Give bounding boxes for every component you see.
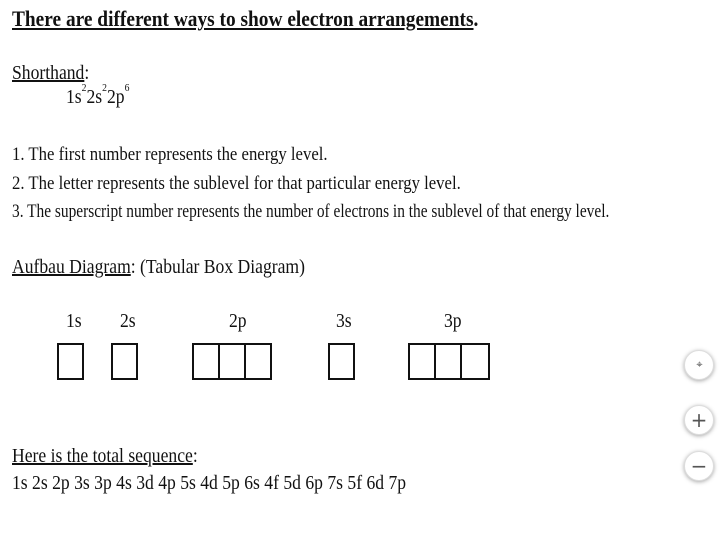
zoom-out-icon: − — [690, 454, 708, 478]
orbital-label-2s: 2s — [120, 310, 136, 332]
rule-3: 3. The superscript number represents the number of electrons in the sublevel of that energy level. — [12, 201, 610, 222]
fit-page-icon: ⌖ — [696, 358, 702, 371]
formula-part — [66, 82, 87, 108]
orbital-box-3p — [408, 343, 436, 380]
sequence-heading — [12, 445, 198, 468]
shorthand-heading-text: Shorthand — [12, 62, 85, 84]
orbital-box-3s — [328, 343, 355, 380]
aufbau-heading-text: Aufbau Diagram — [12, 256, 131, 278]
orbital-box-3p — [434, 343, 462, 380]
shorthand-heading — [12, 62, 89, 85]
shorthand-colon: : — [84, 62, 90, 84]
formula-part — [86, 82, 108, 108]
formula-sup: 2 — [81, 82, 87, 94]
sequence-heading-text: Here is the total sequence — [12, 445, 193, 467]
rule-1: 1. The first number represents the energy level. — [12, 144, 328, 165]
aufbau-heading — [12, 256, 305, 279]
sequence-text: 1s 2s 2p 3s 3p 4s 3d 4p 5s 4d 5p 6s 4f 5d 6p 7s 5f 6d 7p — [12, 472, 407, 494]
sequence-colon: : — [192, 445, 198, 467]
title-period: . — [473, 6, 479, 31]
orbital-label-2p: 2p — [229, 310, 247, 332]
orbital-box-2s — [111, 343, 138, 380]
zoom-in-button[interactable] — [684, 405, 714, 435]
formula-base: 1s — [66, 86, 82, 108]
formula-part — [107, 82, 130, 108]
formula-sup: 6 — [124, 82, 130, 94]
orbital-label-3s: 3s — [336, 310, 352, 332]
formula-base: 2p — [107, 86, 125, 108]
orbital-label-3p: 3p — [444, 310, 462, 332]
zoom-out-button[interactable] — [684, 451, 714, 481]
formula-base: 2s — [86, 86, 103, 108]
aufbau-subtitle: : (Tabular Box Diagram) — [130, 256, 305, 278]
rule-2: 2. The letter represents the sublevel for that particular energy level. — [12, 173, 461, 194]
orbital-box-1s — [57, 343, 84, 380]
orbital-box-2p — [244, 343, 272, 380]
orbital-box-2p — [218, 343, 246, 380]
zoom-in-icon: + — [690, 408, 708, 432]
formula-sup: 2 — [102, 82, 108, 94]
orbital-box-2p — [192, 343, 220, 380]
title-text: There are different ways to show electron arrangements — [12, 6, 474, 31]
orbital-label-1s: 1s — [66, 310, 82, 332]
page-title — [12, 6, 478, 32]
shorthand-formula — [66, 82, 130, 109]
fit-page-button[interactable] — [684, 350, 714, 380]
orbital-box-3p — [460, 343, 490, 380]
